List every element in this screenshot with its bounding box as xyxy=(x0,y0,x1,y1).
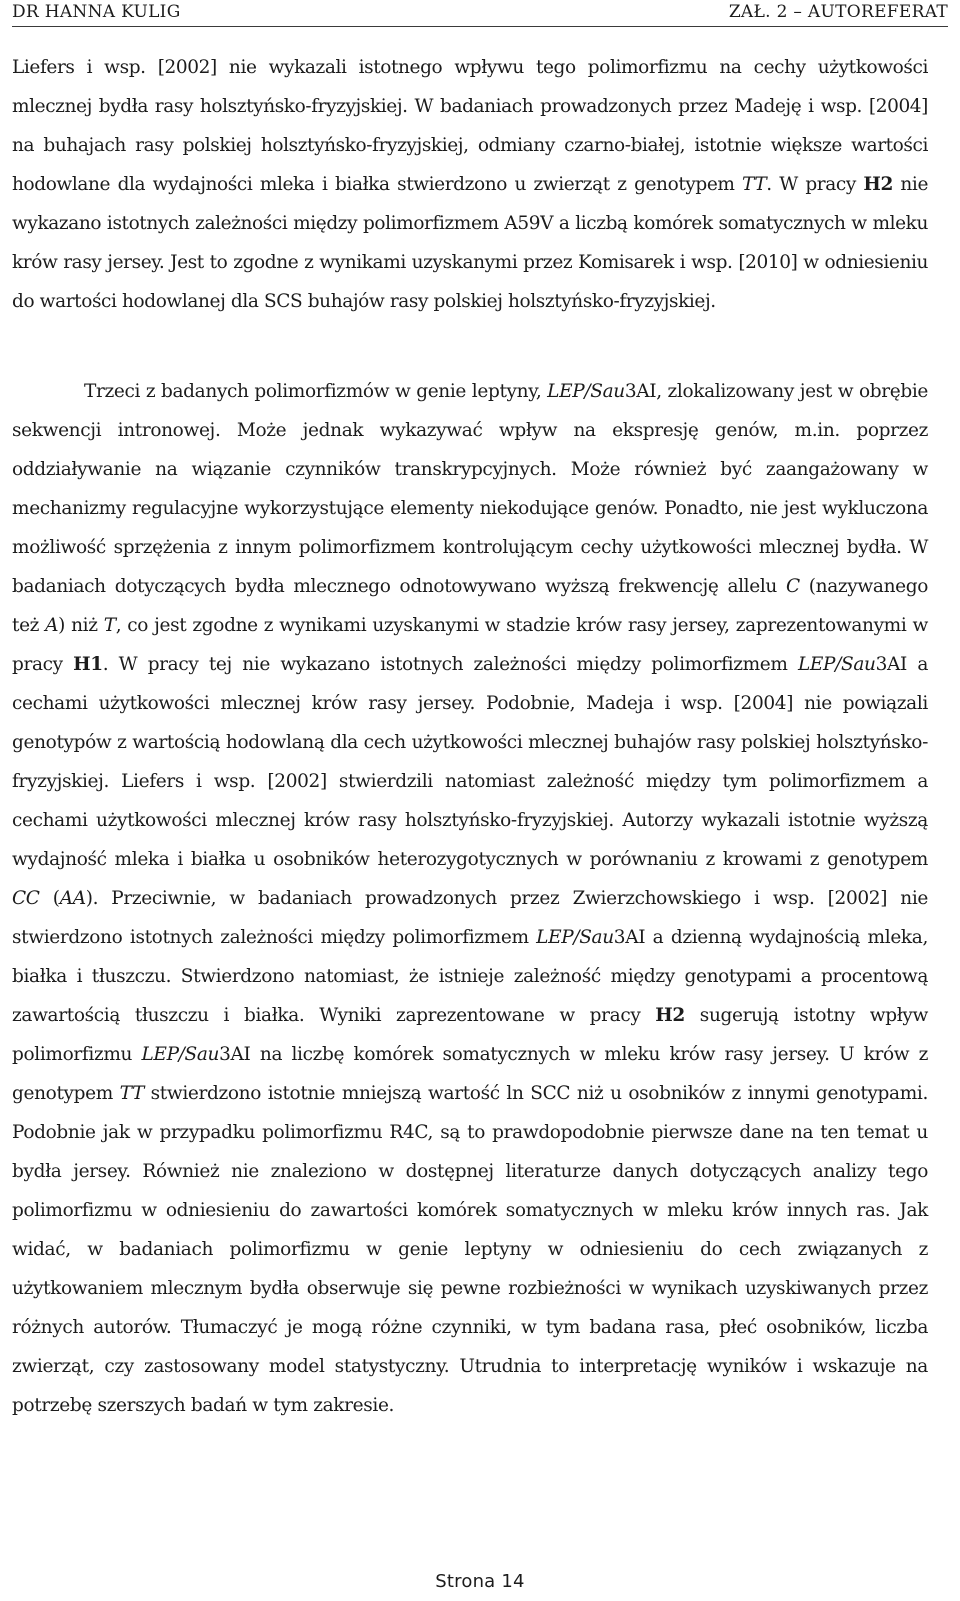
footer-label: Strona xyxy=(435,1571,496,1592)
text-run: ( xyxy=(39,888,60,909)
page-header xyxy=(12,0,948,27)
paper-ref-bold: H2 xyxy=(863,174,893,195)
allele-italic: C xyxy=(785,576,800,597)
gene-italic: LEP/Sau xyxy=(547,381,625,402)
genotype-italic: TT xyxy=(119,1083,144,1104)
text-run: stwierdzono istotnie mniejszą wartość ln SCC niż u osobników z innymi genotypami. Podobnie jak w przypadku polimorfizmu R4C, są to prawdopodobnie pierwsze dane na ten temat u bydła jersey. Również nie znaleziono w dostępnej literaturze danych dotyczących analizy tego polimorfizmu w odniesieniu do zawartości komórek somatycznych w mleku krów innych ras. Jak widać, w badaniach polimorfizmu w genie leptyny w odniesieniu do cech związanych z użytkowaniem mlecznym bydła obserwuje się pewne rozbieżności w wynikach uzyskiwanych przez różnych autorów. Tłumaczyć je mogą różne czynniki, w tym badana rasa, płeć osobników, liczba zwierząt, czy zastosowany model statystyczny. Utrudnia to interpretację wyników i wskazuje na potrzebę szerszych badań w tym zakresie. xyxy=(12,1083,928,1416)
paper-ref-bold: H2 xyxy=(655,1005,685,1026)
header-author: DR HANNA KULIG xyxy=(12,2,181,22)
text-run: ). Przeciwnie, w badaniach prowadzonych przez Zwierzchowskiego i wsp. [2002] nie stwierdzono istotnych zależności między polimorfizmem xyxy=(12,888,928,948)
text-run: . W pracy tej nie wykazano istotnych zależności między polimorfizmem xyxy=(102,654,798,675)
text-run: sugerują istotny wpływ polimorfizmu xyxy=(12,1005,928,1065)
gene-italic: LEP/Sau xyxy=(141,1044,220,1065)
genotype-italic: AA xyxy=(59,888,86,909)
text-run: , co jest zgodne z wynikami uzyskanymi w stadzie krów rasy jersey, zaprezentowanymi w pracy xyxy=(12,615,928,675)
text-run: 3AI a dzienną wydajnością mleka, białka i tłuszczu. Stwierdzono natomiast, że istnieje zależność między genotypami a procentową zawartością tłuszczu i białka. Wyniki zaprezentowane w pracy xyxy=(12,927,928,1026)
text-run: 3AI na liczbę komórek somatycznych w mleku krów rasy jersey. U krów z genotypem xyxy=(12,1044,929,1104)
text-run: 3AI a cechami użytkowości mlecznej krów rasy jersey. Podobnie, Madeja i wsp. [2004] nie powiązali genotypów z wartością hodowlaną dla cech użytkowości mlecznej buhajów rasy polskiej holsztyńsko-fryzyjskiej. Liefers i wsp. [2002] stwierdzili natomiast zależność między tym polimorfizmem a cechami użytkowości mlecznej krów rasy holsztyńsko-fryzyjskiej. Autorzy wykazali istotnie wyższą wydajność mleka i białka u osobników heterozygotycznych w porównaniu z krowami z genotypem xyxy=(12,654,928,870)
gene-italic: LEP/Sau xyxy=(536,927,614,948)
paragraph-2 xyxy=(12,372,928,1425)
text-run: Liefers i wsp. [2002] nie wykazali istotnego wpływu tego polimorfizmu na cechy użytkowości mlecznej bydła rasy holsztyńsko-fryzyjskiej. W badaniach prowadzonych przez Madeję i wsp. [2004] na buhajach rasy polskiej holsztyńsko-fryzyjskiej, odmiany czarno-białej, istotnie większe wartości hodowlane dla wydajności mleka i białka stwierdzono u zwierząt z genotypem xyxy=(12,57,928,195)
header-section: ZAŁ. 2 – AUTOREFERAT xyxy=(728,2,948,22)
text-run: Trzeci z badanych polimorfizmów w genie leptyny, xyxy=(84,381,548,402)
page-footer xyxy=(0,1569,960,1599)
paragraph-1 xyxy=(12,48,928,321)
genotype-italic: CC xyxy=(12,888,40,909)
text-run: ) niż xyxy=(58,615,104,636)
allele-italic: A xyxy=(45,615,59,636)
genotype-italic: TT xyxy=(742,174,767,195)
text-run: . W pracy xyxy=(766,174,864,195)
text-run: nie wykazano istotnych zależności między polimorfizmem A59V a liczbą komórek somatycznych w mleku krów rasy jersey. Jest to zgodne z wynikami uzyskanymi przez Komisarek i wsp. [2010] w odniesieniu do wartości hodowlanej dla SCS buhajów rasy polskiej holsztyńsko-fryzyjskiej. xyxy=(12,174,928,312)
paper-ref-bold: H1 xyxy=(73,654,103,675)
text-run: (nazywanego też xyxy=(12,576,929,636)
gene-italic: LEP/Sau xyxy=(797,654,876,675)
allele-italic: T xyxy=(103,615,116,636)
text-run: 3AI, zlokalizowany jest w obrębie sekwencji intronowej. Może jednak wykazywać wpływ na ekspresję genów, m.in. poprzez oddziaływanie na wiązanie czynników transkrypcyjnych. Może również być zaangażowany w mechanizmy regulacyjne wykorzystujące elementy niekodujące genów. Ponadto, nie jest wykluczona możliwość sprzężenia z innym polimorfizmem kontrolującym cechy użytkowości mlecznej bydła. W badaniach dotyczących bydła mlecznego odnotowywano wyższą frekwencję allelu xyxy=(12,381,928,597)
page-number: 14 xyxy=(501,1571,525,1592)
